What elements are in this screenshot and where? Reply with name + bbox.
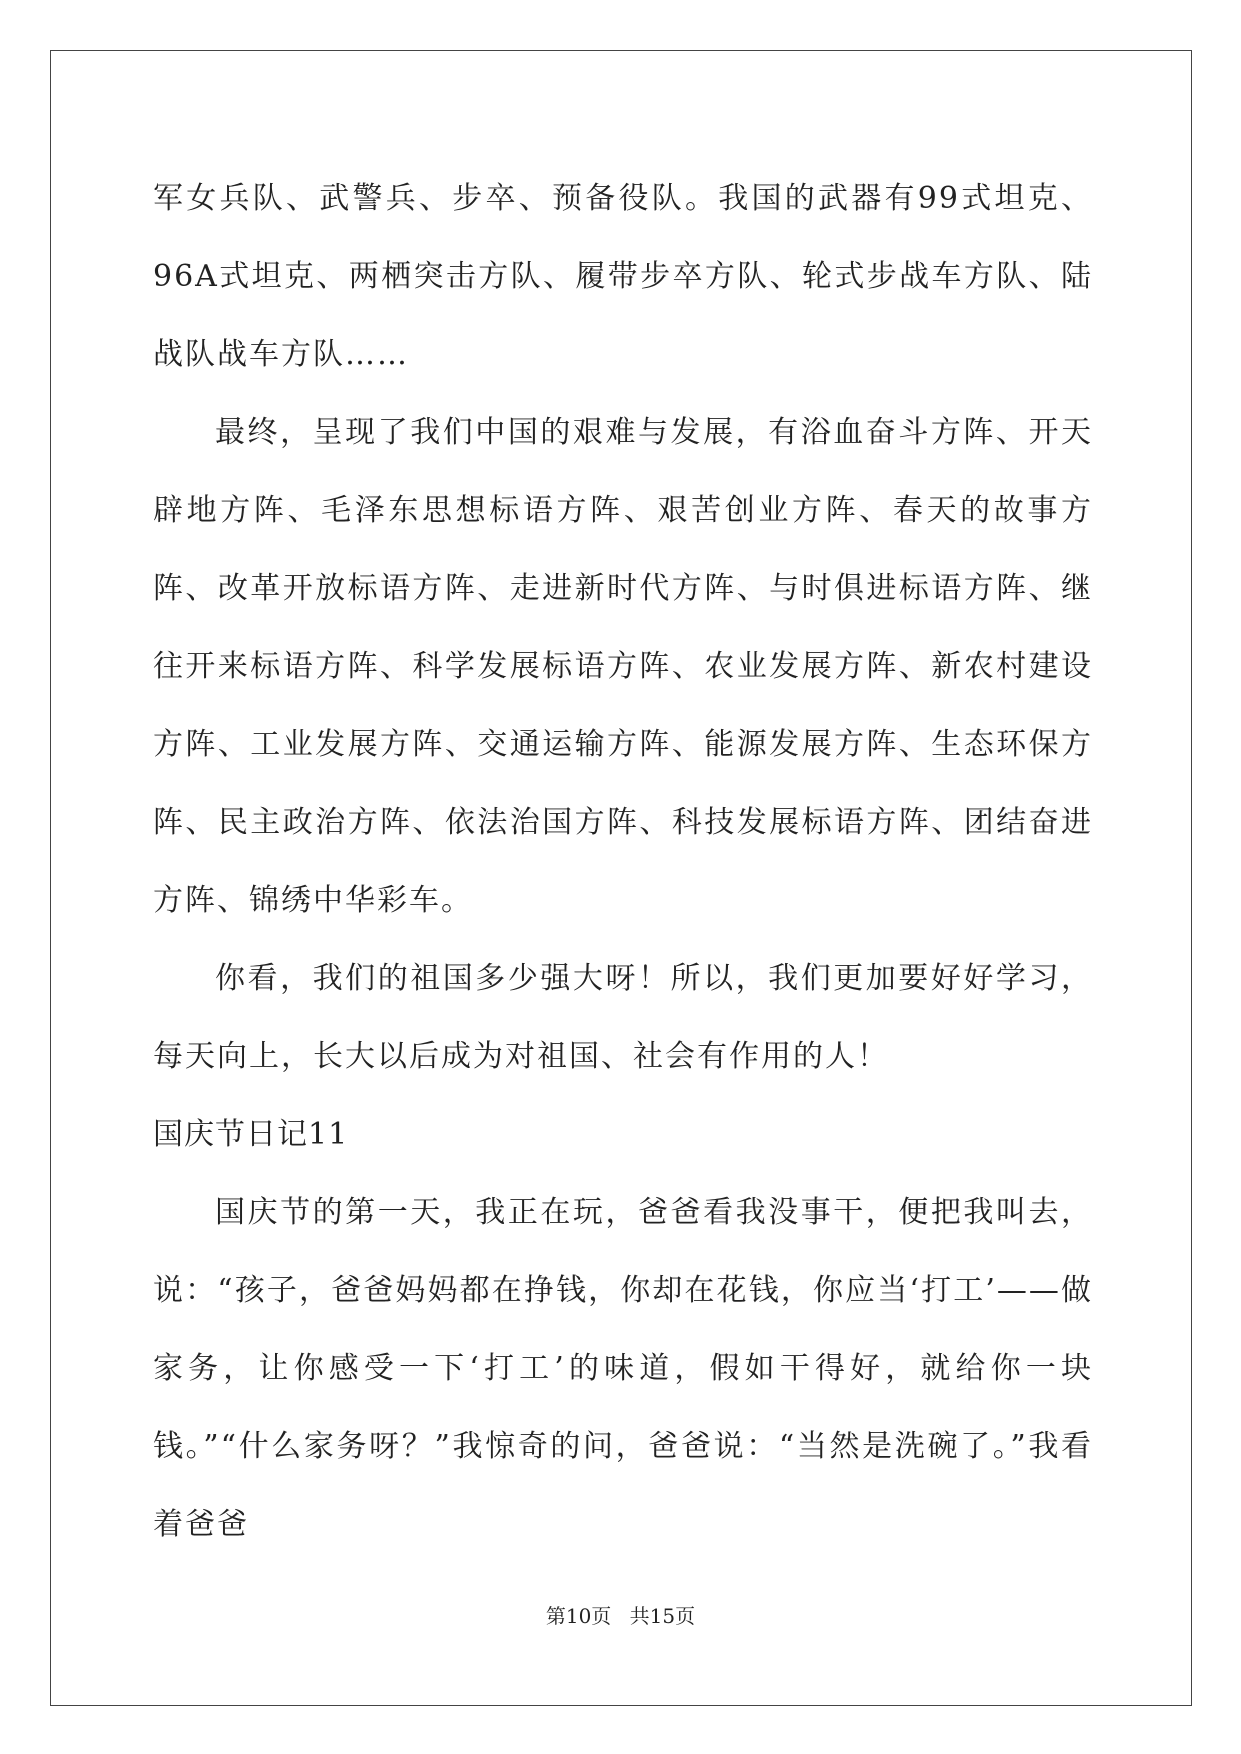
paragraph-continuation: 军女兵队、武警兵、步卒、预备役队。我国的武器有99式坦克、96A式坦克、两栖突击方队、履带步卒方队、轮式步战车方队、陆战队战车方队…… [153,181,1093,372]
document-body [153,160,1093,1564]
paragraph-conclusion: 你看，我们的祖国多少强大呀！所以，我们更加要好好学习，每天向上，长大以后成为对祖国、社会有作用的人！ [153,961,1093,1074]
section-title: 国庆节日记11 [153,1117,349,1152]
paragraph-diary-start: 国庆节的第一天，我正在玩，爸爸看我没事干，便把我叫去，说：“孩子，爸爸妈妈都在挣钱，你却在花钱，你应当‘打工’——做家务，让你感受一下‘打工’的味道，假如干得好，就给你一块钱。”“什么家务呀？”我惊奇的问，爸爸说：“当然是洗碗了。”我看着爸爸 [153,1195,1093,1542]
page-total: 共15页 [629,1604,696,1628]
page-footer [0,1600,1241,1629]
page-number: 第10页 [545,1604,612,1628]
paragraph-parade-formations: 最终，呈现了我们中国的艰难与发展，有浴血奋斗方阵、开天辟地方阵、毛泽东思想标语方阵、艰苦创业方阵、春天的故事方阵、改革开放标语方阵、走进新时代方阵、与时俱进标语方阵、继往开来标语方阵、科学发展标语方阵、农业发展方阵、新农村建设方阵、工业发展方阵、交通运输方阵、能源发展方阵、生态环保方阵、民主政治方阵、依法治国方阵、科技发展标语方阵、团结奋进方阵、锦绣中华彩车。 [153,415,1093,918]
